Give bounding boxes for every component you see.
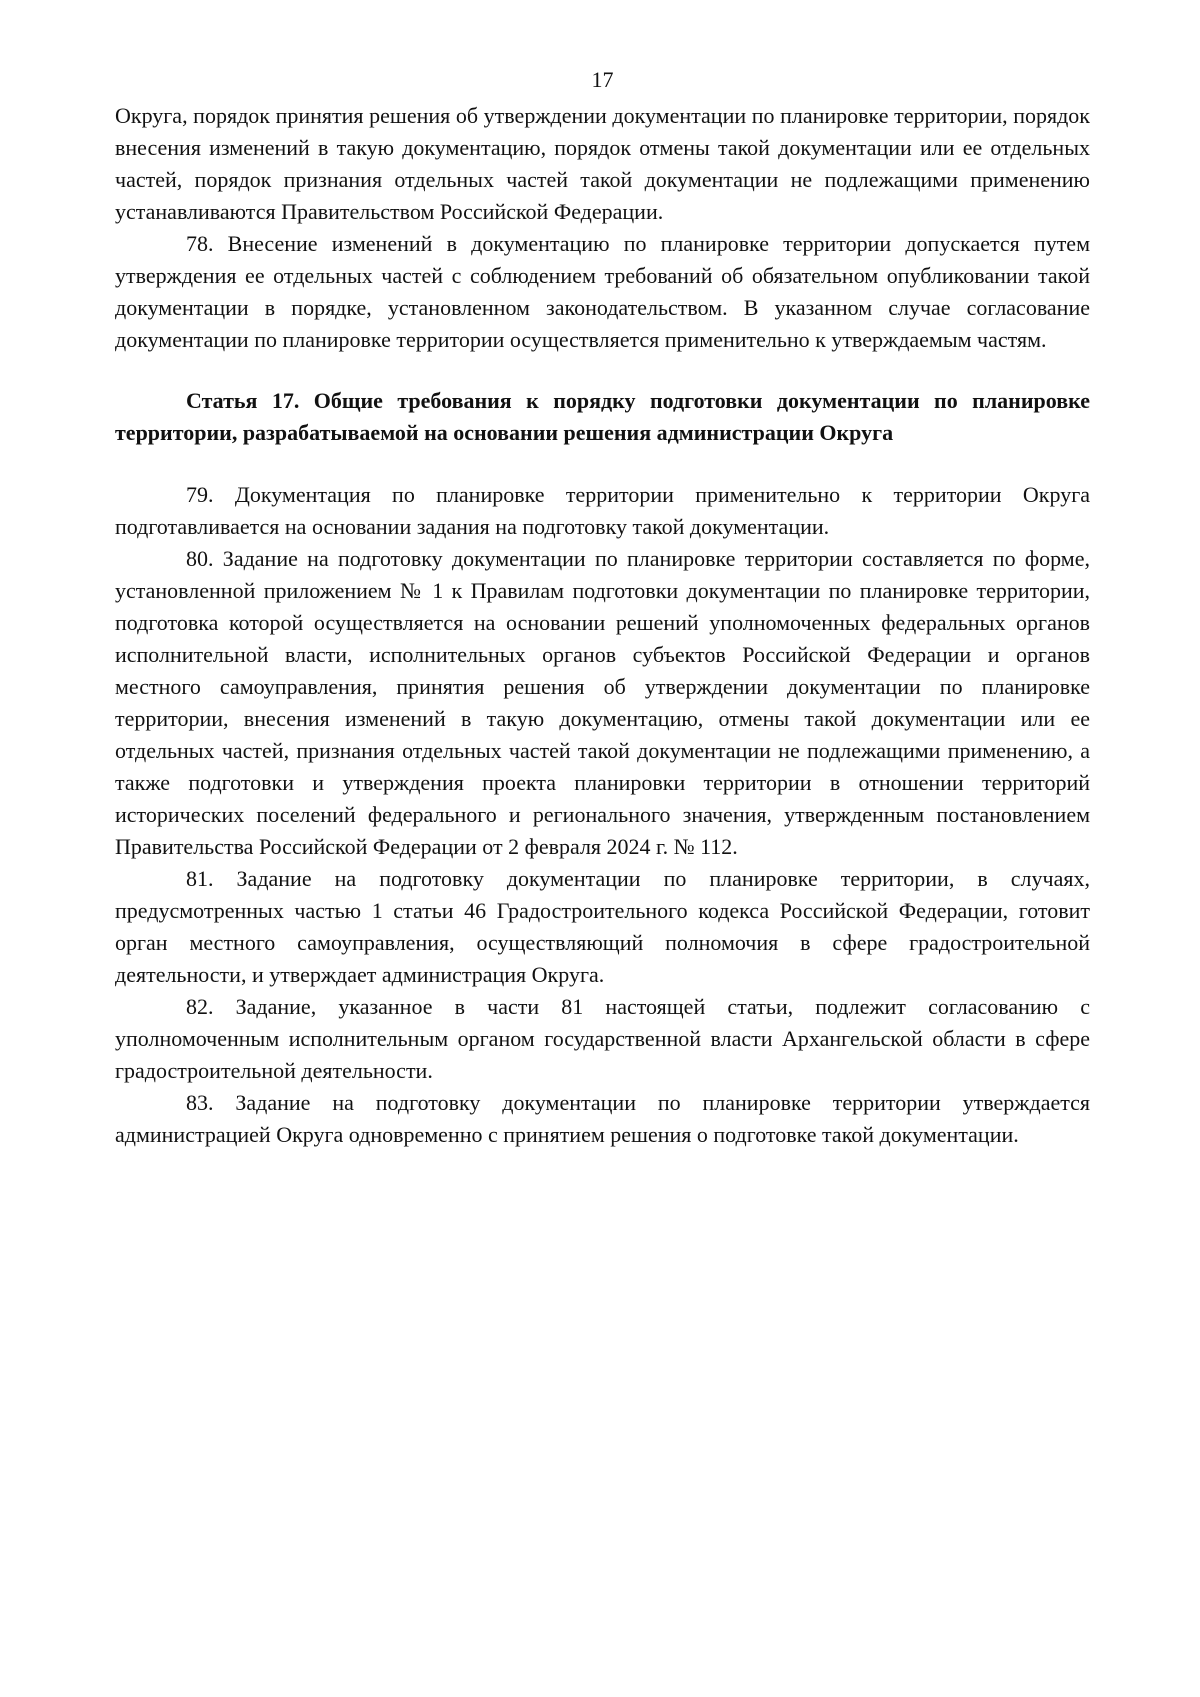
paragraph-82: 82. Задание, указанное в части 81 настоящей статьи, подлежит согласованию с уполномоченным исполнительным органом государственной власти Архангельской области в сфере градостроительной деятельности. [115,994,1090,1083]
paragraph-80: 80. Задание на подготовку документации по планировке территории составляется по форме, установленной приложением № 1 к Правилам подготовки документации по планировке территории, подготовка которой осуществляется на основании решений уполномоченных федеральных органов исполнительной власти, исполнительных органов субъектов Российской Федерации и органов местного самоуправления, принятия решения об утверждении документации по планировке территории, внесения изменений в такую документацию, отмены такой документации или ее отдельных частей, признания отдельных частей такой документации не подлежащими применению, а также подготовки и утверждения проекта планировки территории в отношении территорий исторических поселений федерального и регионального значения, утвержденным постановлением Правительства Российской Федерации от 2 февраля 2024 г. № 112. [115,546,1090,859]
document-page [115,66,1090,1151]
paragraph-78: 78. Внесение изменений в документацию по планировке территории допускается путем утверждения ее отдельных частей с соблюдением требований об обязательном опубликовании такой документации в порядке, установленном законодательством. В указанном случае согласование документации по планировке территории осуществляется применительно к утверждаемым частям. [115,231,1090,352]
paragraph-79: 79. Документация по планировке территории применительно к территории Округа подготавливается на основании задания на подготовку такой документации. [115,482,1090,539]
article-17-heading: Статья 17. Общие требования к порядку подготовки документации по планировке территории, разрабатываемой на основании решения администрации Округа [115,388,1090,445]
paragraph-83: 83. Задание на подготовку документации по планировке территории утверждается администрацией Округа одновременно с принятием решения о подготовке такой документации. [115,1090,1090,1147]
paragraph-81: 81. Задание на подготовку документации по планировке территории, в случаях, предусмотренных частью 1 статьи 46 Градостроительного кодекса Российской Федерации, готовит орган местного самоуправления, осуществляющий полномочия в сфере градостроительной деятельности, и утверждает администрация Округа. [115,866,1090,987]
page-number: 17 [591,67,614,92]
paragraph-continuation: Округа, порядок принятия решения об утверждении документации по планировке территории, порядок внесения изменений в такую документацию, порядок отмены такой документации или ее отдельных частей, порядок признания отдельных частей такой документации не подлежащими применению устанавливаются Правительством Российской Федерации. [115,103,1090,224]
